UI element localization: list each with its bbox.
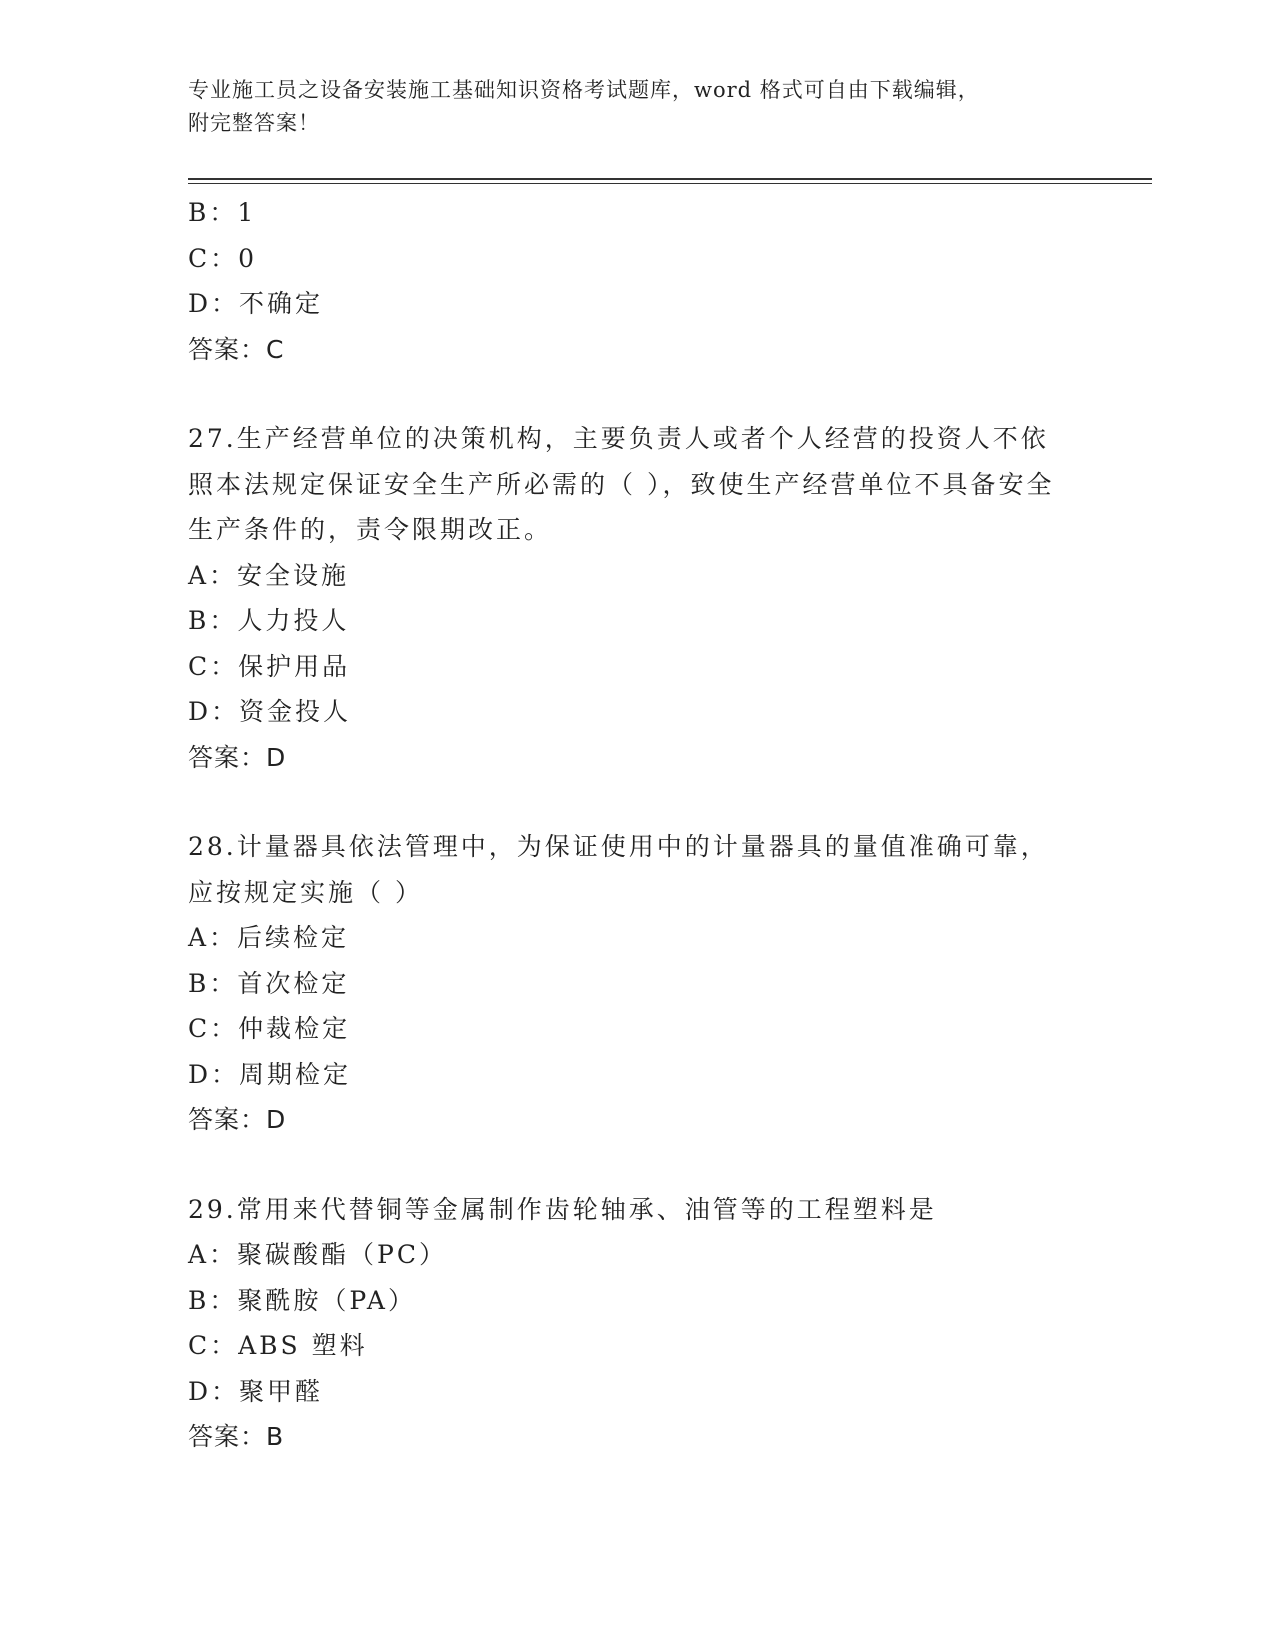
option-d: D：聚甲醛 [188,1376,324,1406]
question-27 [188,416,1088,780]
question-28 [188,824,1088,1143]
question-list [188,190,1088,1460]
question-29 [188,1187,1088,1460]
option-d: D：不确定 [188,289,324,318]
option-a: A：安全设施 [188,560,350,590]
answer: 答案：B [188,1422,285,1451]
option-b: B：聚酰胺（PA） [188,1285,416,1315]
option-d: D：周期检定 [188,1059,352,1089]
header-line-2: 附完整答案！ [188,111,320,135]
question-stem: 28.计量器具依法管理中，为保证使用中的计量器具的量值准确可靠，应按规定实施（ ） [188,832,1049,907]
option-c: C：保护用品 [188,651,351,681]
option-a: A：后续检定 [188,923,350,952]
answer: 答案：D [188,742,287,772]
question-26-continued [188,190,1088,372]
question-stem: 29.常用来代替铜等金属制作齿轮轴承、油管等的工程塑料是 [188,1194,937,1224]
answer: 答案：C [188,334,285,364]
document-header [188,74,1088,140]
header-line-1: 专业施工员之设备安装施工基础知识资格考试题库，word 格式可自由下载编辑， [188,78,980,102]
option-c: C：0 [188,243,258,273]
header-divider-thin [188,183,1152,184]
option-b: B：1 [188,198,257,227]
option-b: B：首次检定 [188,968,350,998]
option-c: C：ABS 塑料 [188,1331,368,1360]
option-b: B：人力投人 [188,606,350,635]
question-stem: 27.生产经营单位的决策机构，主要负责人或者个人经营的投资人不依照本法规定保证安全生产所必需的（ ），致使生产经营单位不具备安全生产条件的，责令限期改正。 [188,424,1055,544]
option-a: A：聚碳酸酯（PC） [188,1240,448,1269]
option-d: D：资金投人 [188,697,352,726]
answer: 答案：D [188,1105,287,1134]
option-c: C：仲裁检定 [188,1014,351,1043]
header-divider-thick [188,178,1152,180]
